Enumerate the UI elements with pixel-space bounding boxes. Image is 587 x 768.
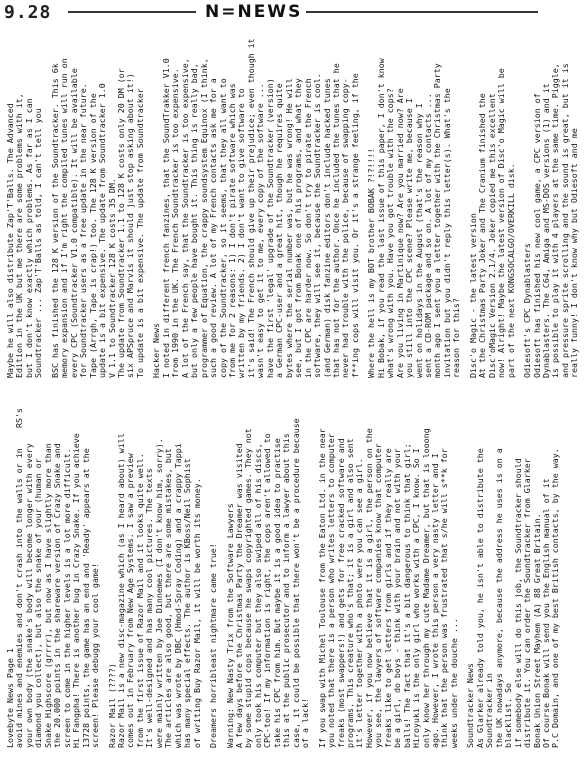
- article-title: Warning: New Nasty Trix from the Software Lawyers: [224, 503, 235, 748]
- article-block: [6, 38, 44, 378]
- article-title: Dreamers horribleast nightmare came true!: [208, 543, 219, 748]
- article-title: Where the hell is my BOT brother BOBAK ?!?!!!!: [366, 148, 377, 378]
- rotated-text-page: [0, 28, 580, 768]
- article-block: [226, 408, 311, 748]
- left-column: [6, 408, 568, 748]
- article-block: [466, 408, 561, 748]
- article-title: Hacker News: [151, 323, 162, 378]
- header-rule-right: [306, 11, 538, 13]
- article-title: Disc'o Magic - the latest version: [467, 213, 478, 378]
- article-body: Maybe he will also distribute Zap'T'Balls. The Advanced Edition in the UK but me there are some problems with it, but I don't know exactly which problems. As far as I can Soundtracker ... Zap'T'Balls as told, I can't tell you: [5, 93, 44, 378]
- article-block: [108, 408, 203, 748]
- article-body: Odiesoft has finished his new cool game, a CPC version of Dynablasters. The C64, Amiga and MS-DOS versions (1) and it is possible to play it with 4 players at the same time. Piggle, and pressure sprite scrolling and the sound is great, but it is really funny! I don't know why but Odiesoft and me: [531, 63, 580, 378]
- article-block: [469, 38, 516, 378]
- article-block: [367, 38, 462, 378]
- article-block: [318, 408, 460, 748]
- right-column: [6, 38, 587, 378]
- article-block: [51, 38, 146, 378]
- article-title: Lovebyte News Page 1: [5, 648, 15, 748]
- article-body: As Glarker already told you, he isn't able to distribute the Soundtracker in the UK nowadays anymore, because the address he uses is on a blacklist. So if somebody else will do this job, the Soundtracker should distribute it. You can order the Soundtracker from Glarker Bonak Union Street Mayhem (A) 88 Great Britain. Of course Bonak will send you the English manual of it P.C Domain, and one of my best British contacts, by the way.: [474, 448, 561, 748]
- article-body: BSC has finished the 128 K version of the Soundtracker. This 6k memory expansion and if I'm right the compiled tunes will run on every CPC (Soundtracker V1.0 compatible). It will be available for Soundtracker users as a free update in the near future. Tape (Arrgh, Tape is crap!) too. The 128 K version of the update is a bit expensive. The update from Soundtracker 1.0 V 1.1 to Soundtracker 128 K costs 35 DM. The update from Soundtracker 1.1 to 128 K costs only 20 DM (or six APSpruce and Marvis it should just stop asking about it!) To update is a bit expensive. The update from Soundtracker: [49, 58, 145, 378]
- side-note: RS's: [14, 408, 25, 428]
- article-block: [152, 38, 360, 378]
- article-body: I noted in different french fanzines, that the SoundTrakker V1.0 from 1990 in the UK. The French Soundtracker is too expensive. A lot of the French say, that the Soundtracker is too expensive, but only a few people have bought it. This thing is really bad, programmer of Equation, the crappy soundsystem Equinox (I think, such a good review. A lot of my French contacts ask me for a copy of the Soundtracker, so it seems, that they all want to from me for 2 reasons: 1) I don't pirate software which was written by my friends. 2) I don't want to give software to it's said! The French should give up their prejudice; even though it wasn't easy to get it to me, every copy of the software ... have the first 'legal' upgrade of the Soundtracker (version) a German CPC-user and a great hit, though he requires quite bytes where the serial number was, but he was wrong! He will see, but I got from Bonak one of his programs, and what they in the CPC are harder now. So don't try to pirate the French software, they will see it, because the Soundtracker is cool. (and German) disk fanzine editors don't include hacked tunes that has not for the author. Once he included the tunes that he never had trouble with the police, because of swapping copy- f**ing cops will visit you. Or it's a strange feeling, if the: [160, 38, 360, 378]
- page-header: [0, 0, 543, 26]
- article-block: [523, 38, 580, 378]
- article-body: A few days before the Christmas Party the Dreamer was visited by some stupid cops because he swaps copyrighted games. They not only took his computer but they also swiped all of his discs, CPC-too! If my information is right, the cops aren't allowed to take his CPC from him. But maybe it is a good idea to practise this at the public prosecutor and to inform a lawyer about this case, it could be possible that there won't be a procedure because of a lack!: [233, 418, 311, 748]
- article-block: [6, 408, 101, 748]
- article-block: [209, 408, 218, 748]
- article-title: Soundtracker News: [465, 663, 476, 748]
- article-title: Odiesoft's CPC Dynablasters: [522, 243, 533, 378]
- article-body: Razor Mail is a new disc-magazine which (as I heard about) will comes out in February from New Age Systems. I saw a preview from the first issue of Razor Mail and it looks quite well. It's well-designed and has many cool pictures. The texts were mainly written by Joe Dinnemes (I don't know him, sorry). The articles are also good, but there are some mistakes, but which was wrote by DBC (Hmod-Spray Coding) and a crappy Tappi has many special effects. The author is KBoss/Neil Sophist of writing Buy Razor Mail, it will be worth its money.: [115, 433, 202, 748]
- newsletter-logo: N=NEWS: [205, 2, 303, 22]
- article-body: Hi Bobak, if you read the last issue of this paper, I don't know what's wrong with you. Have you got trouble with the cops? Are you living in Martinique now? Are you married now? Are you still into the CPC scene? Please write me, because I went on holidays in the August (that's the reason why I sent a CD-ROM package and so on. A lot of my contacts ... month ago I sent you a letter together with the Christmas Party invitation but you didn't reply this letter(s). What's the reason for this?: [375, 58, 462, 378]
- article-body: avoid mines and enemies and don't crash into the walls or in your own body (the snake's body will become longer with every diamond you collect), but also the snake of your (human or Snake Highscore (grrrr), but now as I have slightly more than the 20.000 points in the shareware version of Crazy Snake and screen to come in the higher levels is a lot more difficult. Hi Fangpha! There is another bug in Crazy Snake. If you achieve 13728 points, the game has an end and 'Ready' appears at the screen! Please debugg your cool game!: [14, 433, 101, 748]
- page-number: 9.28: [4, 2, 52, 23]
- article-title: Razor Mail (????): [106, 663, 117, 748]
- article-body: If you swap with Michel Toulouse from the Eaton Ltd. in the near you noted that there is a person who writes letters to computer freaks (most swappers!) and gets for free cracked software and programs. This creature who's that; it is a girl and also sent it's letter together with a photo were you can see a girl. However, if you now believe that it is a girl, the person on the you see, the lawyers of software companies know that computer freaks like to get letters from girls and if they really are be a girl, do boys - think with your brain and not with your balls! The fact that it's a bit dangerous to think that girl; Hiroyuki is the only girl who works with a CPC, I know. So I only know her through my cute Madame Dreamer, but that is looong ago. However, I wrote this person a very nasty letter and I think that the person was frustrated that s/he will s**k for weeks under the douche ...: [316, 428, 459, 748]
- header-rule-left: [68, 11, 196, 13]
- article-body: At the Christmas Party Joker and The Cranium finished the Disc'oMagic Version 2.1/4. Joker copied me this excellent now! Alright! Maybe the latest version of Disc'o Magic will be part of the next KONGSOCALGO/OVERKILL disk.: [477, 68, 516, 378]
